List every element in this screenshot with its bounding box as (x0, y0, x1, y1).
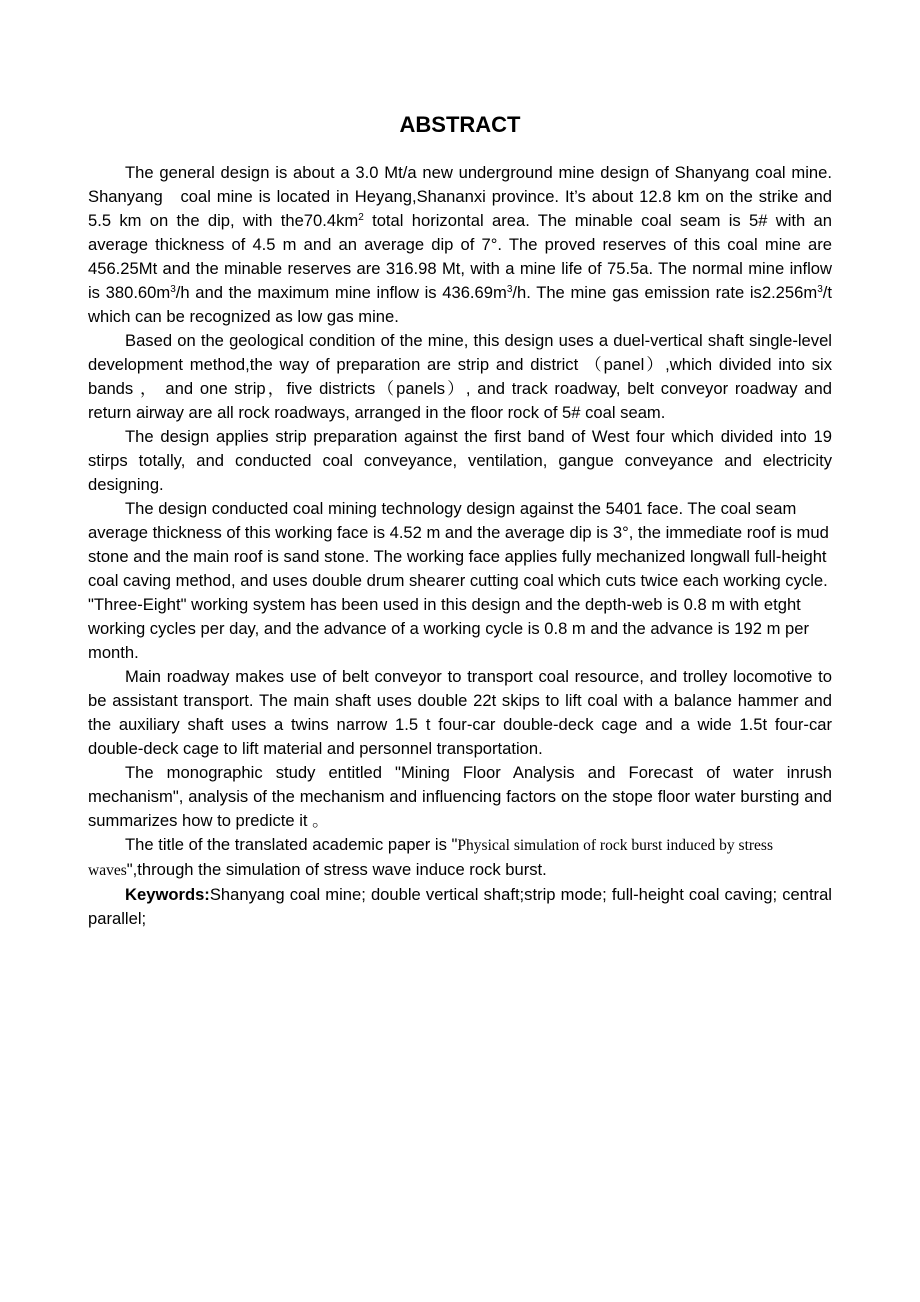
text-run: total horizontal area. The minable coal seam is 5# with an average thickness of 4.5 m and an average dip of 7°. The proved reserves of this coal mine are 456.25Mt and the minable reserves are 316.98 Mt, with a mine life of 75.5a. The normal mine inflow is 380.60m (88, 211, 832, 302)
superscript: 2 (358, 212, 364, 223)
keywords-label: Keywords: (125, 885, 210, 904)
paragraph-translated-paper (88, 833, 832, 883)
abstract-body (88, 161, 832, 931)
superscript: 3 (170, 284, 176, 295)
superscript: 3 (506, 284, 513, 295)
paragraph-transport: Main roadway makes use of belt conveyor to transport coal resource, and trolley locomotive to be assistant transport. The main shaft uses double 22t skips to lift coal with a balance hammer and the auxiliary shaft uses a twins narrow 1.5 t four-car double-deck cage and a wide 1.5t four-car double-deck cage to lift material and personnel transportation. (88, 667, 832, 758)
paragraph-development-method: Based on the geological condition of the mine, this design uses a duel-vertical shaft single-level development method,the way of preparation are strip and district （panel）,which divided into six bands ， and one strip，five districts（panels）, and track roadway, belt conveyor roadway and return airway are all rock roadways, arranged in the floor rock of 5# coal seam. (88, 331, 832, 422)
paragraph-general-design (88, 161, 832, 329)
text-run: The title of the translated academic paper is " (125, 835, 458, 854)
text-run: The general design is about a 3.0 Mt/a new underground mine design of Shanyang coal mine. Shanyang coal mine is located in Heyang,Shananxi province. It’s about 12.8 km on the strike and 5.5 km on the dip, with the70.4km (88, 163, 832, 230)
keywords-text: Shanyang coal mine; double vertical shaft;strip mode; full-height coal caving; central parallel; (88, 885, 832, 928)
abstract-title: ABSTRACT (399, 112, 521, 137)
keywords-line (88, 883, 832, 931)
text-run: /h. The mine gas emission rate is2.256m (512, 283, 818, 302)
text-run: /h and the maximum mine inflow is 436.69m (175, 283, 507, 302)
translated-paper-title: Physical simulation of rock burst induced by stress waves (88, 837, 773, 879)
paragraph-monographic-study: The monographic study entitled "Mining Floor Analysis and Forecast of water inrush mechanism", analysis of the mechanism and influencing factors on the stope floor water bursting and summarizes how to predicte it 。 (88, 763, 832, 830)
text-run: /t which can be recognized as low gas mine. (88, 283, 832, 326)
superscript: 3 (817, 284, 823, 295)
paragraph-mining-technology: The design conducted coal mining technology design against the 5401 face. The coal seam average thickness of this working face is 4.52 m and the average dip is 3°, the immediate roof is mud stone and the main roof is sand stone. The working face applies fully mechanized longwall full-height coal caving method, and uses double drum shearer cutting coal which cuts twice each working cycle. "Three-Eight" working system has been used in this design and the depth-web is 0.8 m with etght working cycles per day, and the advance of a working cycle is 0.8 m and the advance is 192 m per month. (88, 499, 829, 662)
text-run: ",through the simulation of stress wave induce rock burst. (126, 860, 547, 879)
paragraph-strip-preparation: The design applies strip preparation against the first band of West four which divided into 19 stirps totally, and conducted coal conveyance, ventilation, gangue conveyance and electricity designing. (88, 427, 832, 494)
